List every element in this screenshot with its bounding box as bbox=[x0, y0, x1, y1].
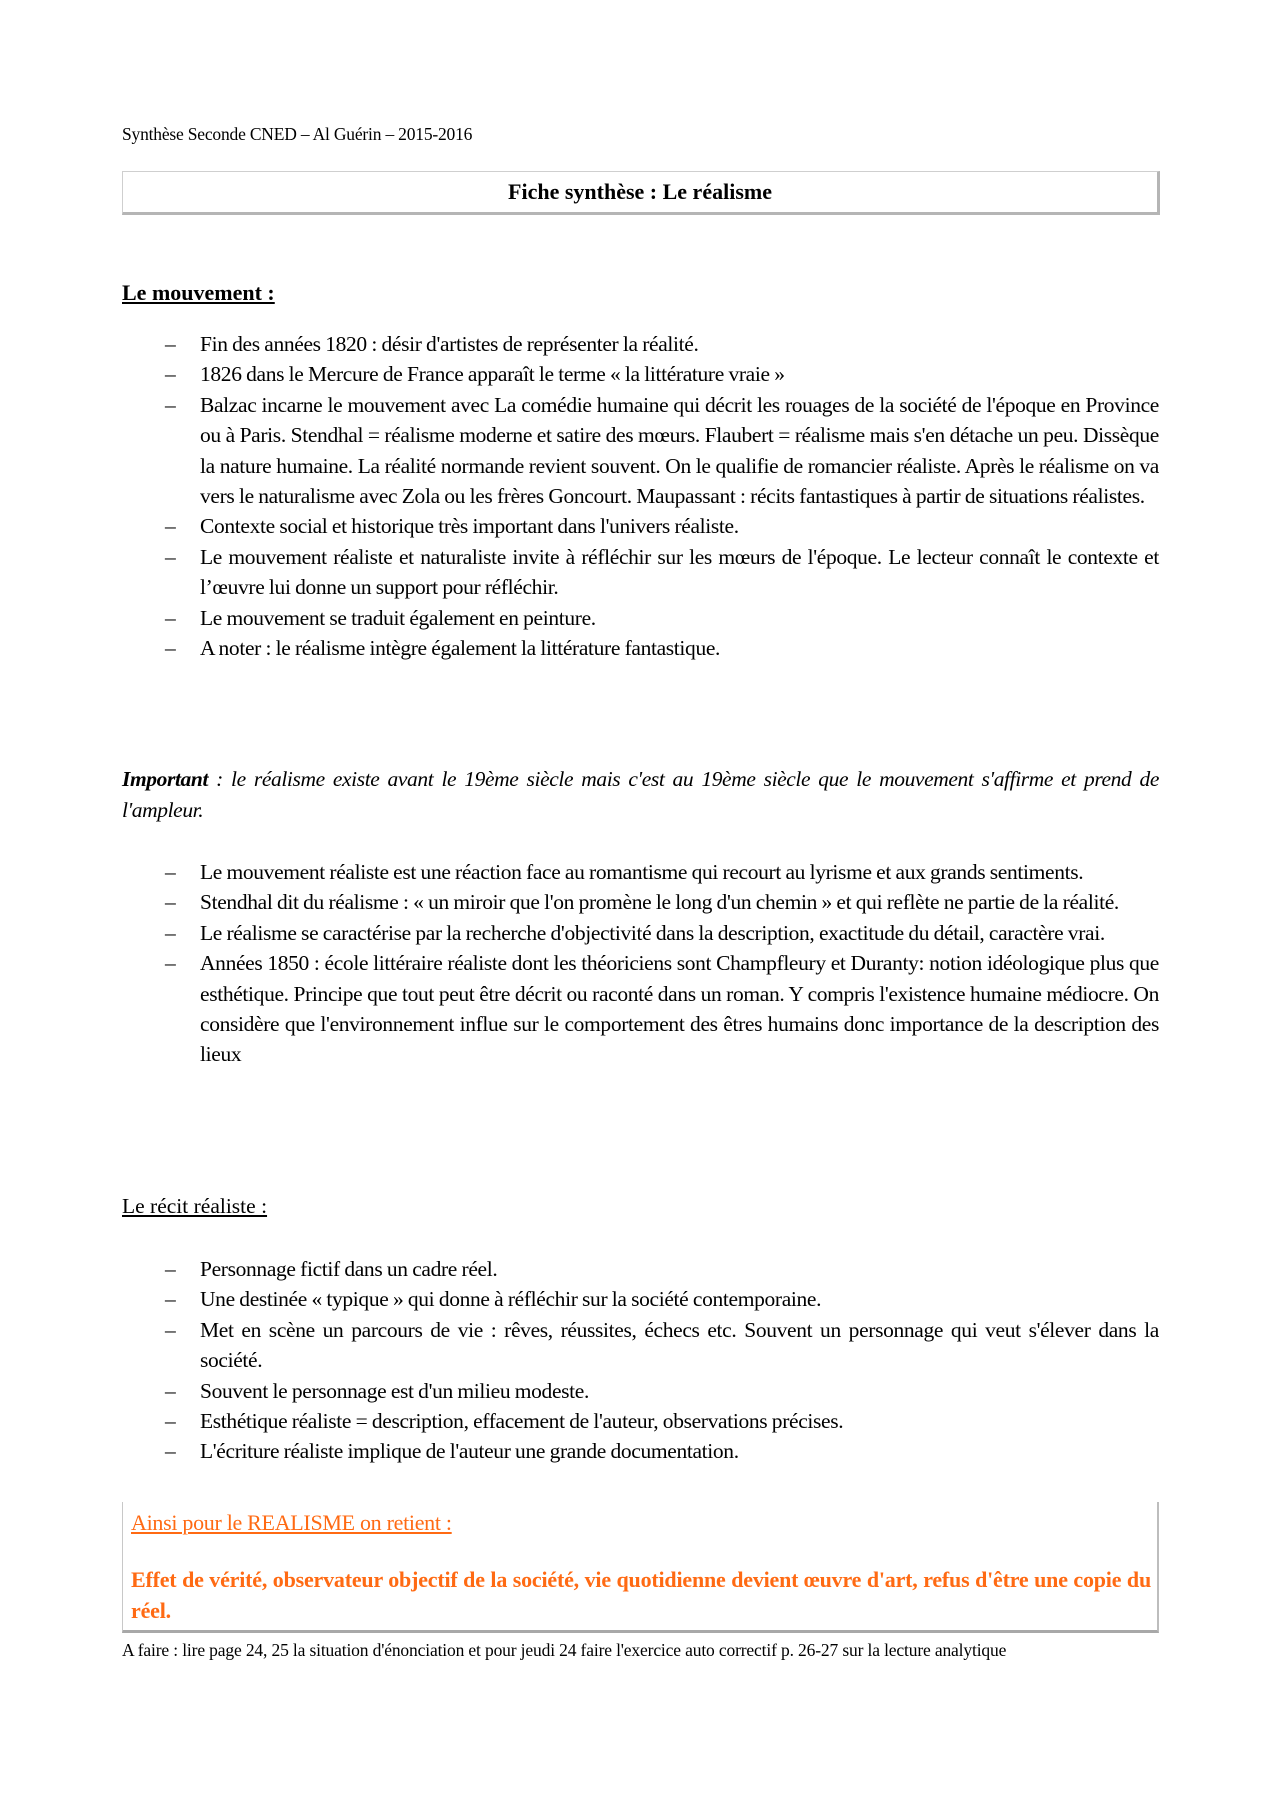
list-item: – Met en scène un parcours de vie : rêves, réussites, échecs etc. Souvent un personnage qui veut s'élever dans la société. bbox=[122, 1315, 1159, 1376]
movement-bullet-list-2 bbox=[122, 857, 1159, 1070]
dash-bullet-icon: – bbox=[165, 1257, 176, 1281]
list-item: – 1826 dans le Mercure de France apparaît le terme « la littérature vraie » bbox=[122, 359, 1159, 389]
important-text: : le réalisme existe avant le 19ème siècle mais c'est au 19ème siècle que le mouvement s'affirme et prend de l'ampleur. bbox=[122, 767, 1159, 822]
list-item: – A noter : le réalisme intègre également la littérature fantastique. bbox=[122, 633, 1159, 663]
list-item: – Esthétique réaliste = description, effacement de l'auteur, observations précises. bbox=[122, 1406, 1159, 1436]
list-item: – L'écriture réaliste implique de l'auteur une grande documentation. bbox=[122, 1436, 1159, 1466]
conclusion-body: Effet de vérité, observateur objectif de la société, vie quotidienne devient œuvre d'art, refus d'être une copie du réel. bbox=[131, 1567, 1151, 1623]
list-item: – Le mouvement se traduit également en peinture. bbox=[122, 603, 1159, 633]
list-item: – Balzac incarne le mouvement avec La comédie humaine qui décrit les rouages de la société de l'époque en Province ou à Paris. Stendhal = réalisme moderne et satire des mœurs. Flaubert = réalisme mais s'en détache un peu. Dissèque la nature humaine. La réalité normande revient souvent. On le qualifie de romancier réaliste. Après le réalisme on va vers le naturalisme avec Zola ou les frères Goncourt. Maupassant : récits fantastiques à partir de situations réalistes. bbox=[122, 390, 1159, 512]
list-item: – Une destinée « typique » qui donne à réfléchir sur la société contemporaine. bbox=[122, 1284, 1159, 1314]
list-item: – Personnage fictif dans un cadre réel. bbox=[122, 1254, 1159, 1284]
dash-bullet-icon: – bbox=[165, 890, 176, 915]
dash-bullet-icon: – bbox=[165, 636, 176, 661]
dash-bullet-icon: – bbox=[165, 514, 176, 539]
list-item: – Le mouvement réaliste est une réaction face au romantisme qui recourt au lyrisme et aux grands sentiments. bbox=[122, 857, 1159, 887]
dash-bullet-icon: – bbox=[165, 544, 176, 569]
movement-bullet-list bbox=[122, 329, 1159, 663]
dash-bullet-icon: – bbox=[165, 1378, 176, 1403]
list-item: – Années 1850 : école littéraire réaliste dont les théoriciens sont Champfleury et Duranty: notion idéologique plus que esthétique. Principe que tout peut être décrit ou raconté dans un roman. Y compris l'existence humaine médiocre. On considère que l'environnement influe sur le comportement des êtres humains donc importance de la description des lieux bbox=[122, 948, 1159, 1070]
list-item: – Stendhal dit du réalisme : « un miroir que l'on promène le long d'un chemin » et qui reflète ne partie de la réalité. bbox=[122, 887, 1159, 917]
dash-bullet-icon: – bbox=[165, 1439, 176, 1464]
dash-bullet-icon: – bbox=[165, 951, 176, 976]
conclusion-heading: Ainsi pour le REALISME on retient : bbox=[131, 1510, 452, 1535]
dash-bullet-icon: – bbox=[165, 362, 176, 387]
title-box bbox=[122, 171, 1160, 215]
list-item: – Souvent le personnage est d'un milieu modeste. bbox=[122, 1376, 1159, 1406]
dash-bullet-icon: – bbox=[165, 920, 176, 945]
dash-bullet-icon: – bbox=[165, 332, 176, 356]
important-note bbox=[122, 764, 1159, 826]
list-item: – Fin des années 1820 : désir d'artistes de représenter la réalité. bbox=[122, 329, 1159, 359]
running-header: Synthèse Seconde CNED – Al Guérin – 2015-2016 bbox=[122, 124, 473, 144]
dash-bullet-icon: – bbox=[165, 860, 176, 884]
dash-bullet-icon: – bbox=[165, 1409, 176, 1434]
conclusion-box bbox=[122, 1502, 1159, 1633]
dash-bullet-icon: – bbox=[165, 1287, 176, 1312]
section-heading-movement: Le mouvement : bbox=[122, 280, 275, 305]
section-heading-recit: Le récit réaliste : bbox=[122, 1194, 268, 1218]
todo-note: A faire : lire page 24, 25 la situation d'énonciation et pour jeudi 24 faire l'exercice auto correctif p. 26-27 sur la lecture analytique bbox=[122, 1640, 1007, 1660]
page-title: Fiche synthèse : Le réalisme bbox=[508, 179, 772, 204]
important-label: Important bbox=[122, 767, 209, 791]
dash-bullet-icon: – bbox=[165, 392, 176, 417]
list-item: – Contexte social et historique très important dans l'univers réaliste. bbox=[122, 511, 1159, 541]
list-item: – Le réalisme se caractérise par la recherche d'objectivité dans la description, exactitude du détail, caractère vrai. bbox=[122, 918, 1159, 948]
recit-bullet-list bbox=[122, 1254, 1159, 1467]
dash-bullet-icon: – bbox=[165, 1317, 176, 1342]
dash-bullet-icon: – bbox=[165, 605, 176, 630]
list-item: – Le mouvement réaliste et naturaliste invite à réfléchir sur les mœurs de l'époque. Le lecteur connaît le contexte et l’œuvre lui donne un support pour réfléchir. bbox=[122, 542, 1159, 603]
